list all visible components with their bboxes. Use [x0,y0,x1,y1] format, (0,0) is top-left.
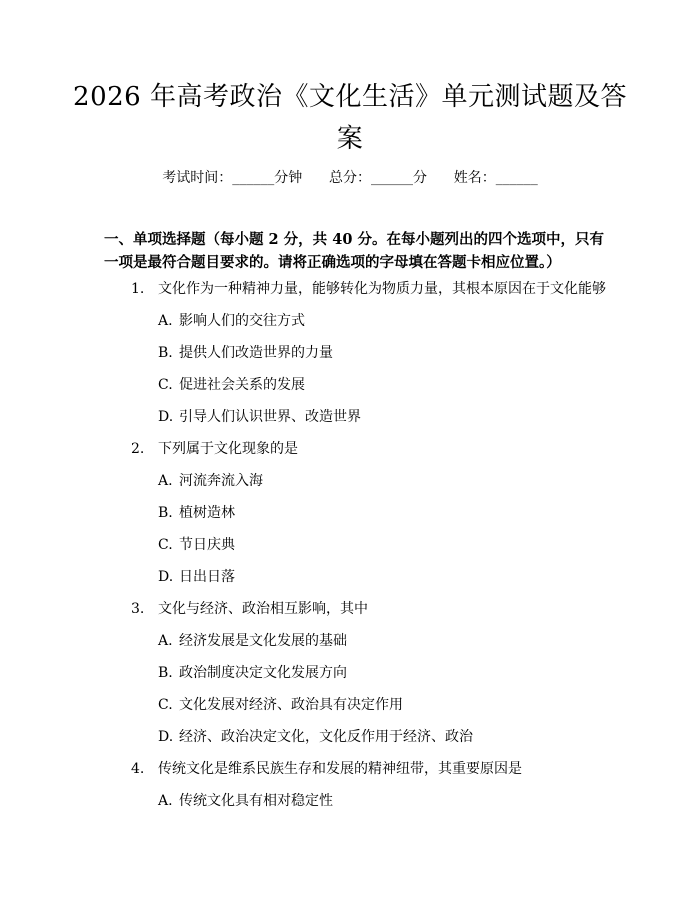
question-stem [0,279,700,311]
question-text: 传统文化是维系民族生存和发展的精神纽带，其重要原因是 [158,761,522,777]
option-d [0,407,700,439]
option-letter: B. [158,505,173,521]
option-letter: D. [158,729,174,745]
option-b [0,343,700,375]
option-letter: A. [158,313,173,329]
question-number: 4. [131,761,145,777]
option-c [0,535,700,567]
option-c [0,375,700,407]
exam-info-line: 考试时间：______分钟 总分：______分 姓名：______ [162,170,538,186]
option-letter: C. [158,697,173,713]
question-number: 1. [131,281,145,297]
question-2 [0,439,700,599]
option-d [0,567,700,599]
option-letter: A. [158,473,173,489]
option-text: 促进社会关系的发展 [179,377,305,393]
option-text: 节日庆典 [179,537,235,553]
option-b [0,663,700,695]
question-number: 2. [131,441,145,457]
question-list [0,279,700,823]
question-3 [0,599,700,759]
question-1 [0,279,700,439]
option-text: 传统文化具有相对稳定性 [179,793,333,809]
option-a [0,311,700,343]
option-letter: B. [158,345,173,361]
option-letter: A. [158,633,173,649]
option-letter: D. [158,569,174,585]
option-letter: C. [158,377,173,393]
option-a [0,791,700,823]
option-text: 植树造林 [179,505,235,521]
question-text: 下列属于文化现象的是 [158,441,298,457]
option-d [0,727,700,759]
question-stem [0,439,700,471]
option-text: 日出日落 [179,569,235,585]
page-title: 2026 年高考政治《文化生活》单元测试题及答案 [73,82,627,154]
option-b [0,503,700,535]
question-text: 文化作为一种精神力量，能够转化为物质力量，其根本原因在于文化能够 [158,281,606,297]
option-a [0,471,700,503]
option-letter: B. [158,665,173,681]
option-letter: D. [158,409,174,425]
option-text: 提供人们改造世界的力量 [179,345,333,361]
option-text: 文化发展对经济、政治具有决定作用 [179,697,403,713]
option-text: 政治制度决定文化发展方向 [179,665,347,681]
question-text: 文化与经济、政治相互影响，其中 [158,601,368,617]
option-text: 河流奔流入海 [179,473,263,489]
section-header: 一、单项选择题（每小题 2 分，共 40 分。在每小题列出的四个选项中，只有一项是最符合题目要求的。请将正确选项的字母填在答题卡相应位置。） [104,231,604,271]
option-a [0,631,700,663]
option-text: 经济、政治决定文化，文化反作用于经济、政治 [179,729,473,745]
option-letter: C. [158,537,173,553]
option-c [0,695,700,727]
question-number: 3. [131,601,145,617]
option-text: 引导人们认识世界、改造世界 [179,409,361,425]
question-stem [0,759,700,791]
question-stem [0,599,700,631]
option-text: 影响人们的交往方式 [179,313,305,329]
question-4 [0,759,700,823]
option-text: 经济发展是文化发展的基础 [179,633,347,649]
option-letter: A. [158,793,173,809]
